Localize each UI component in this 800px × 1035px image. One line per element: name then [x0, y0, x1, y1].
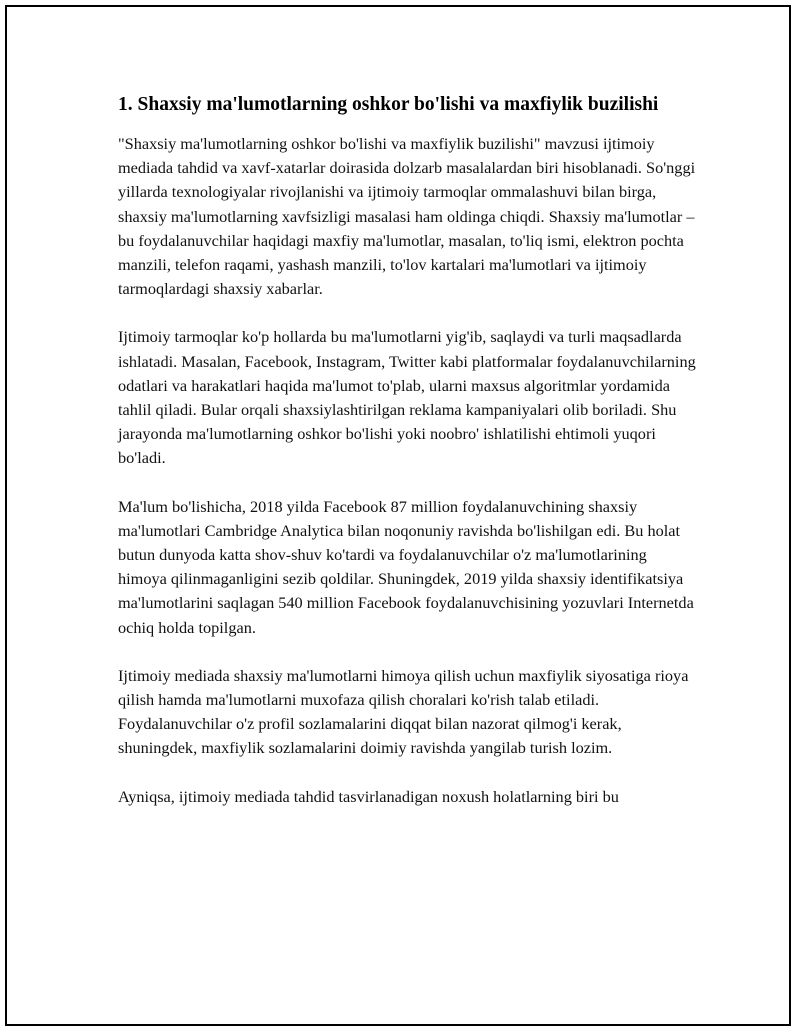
paragraph-3: Ma'lum bo'lishicha, 2018 yilda Facebook 87 million foydalanuvchining shaxsiy ma'lumotlari Cambridge Analytica bilan noqonuniy ravishda bo'lishilgan edi. Bu holat butun dunyoda katta shov-shuv ko'tardi va foydalanuvchilar o'z ma'lumotlarining himoya qilinmaganligini sezib qoldilar. Shuningdek, 2019 yilda shaxsiy identifikatsiya ma'lumotlarini saqlagan 540 million Facebook foydalanuvchisining yozuvlari Internetda ochiq holda topilgan. — [118, 496, 694, 637]
paragraph-5: Ayniqsa, ijtimoiy mediada tahdid tasvirlanadigan noxush holatlarning biri bu — [118, 786, 619, 806]
section-heading: 1. Shaxsiy ma'lumotlarning oshkor bo'lishi va maxfiylik buzilishi — [118, 94, 659, 115]
paragraph-2: Ijtimoiy tarmoqlar ko'p hollarda bu ma'lumotlarni yig'ib, saqlaydi va turli maqsadlarda ishlatadi. Masalan, Facebook, Instagram, Twitter kabi platformalar foydalanuvchilarning odatlari va harakatlari haqida ma'lumot to'plab, ularni maxsus algoritmlar yordamida tahlil qiladi. Bular orqali shaxsiylashtirilgan reklama kampaniyalari olib boriladi. Shu jarayonda ma'lumotlarning oshkor bo'lishi yoki noobro' ishlatilishi ehtimoli yuqori bo'ladi. — [118, 327, 696, 468]
document-body — [118, 90, 698, 809]
paragraph-4: Ijtimoiy mediada shaxsiy ma'lumotlarni himoya qilish uchun maxfiylik siyosatiga rioya qilish hamda ma'lumotlarni muxofaza qilish choralari ko'rish talab etiladi. Foydalanuvchilar o'z profil sozlamalarini diqqat bilan nazorat qilmog'i kerak, shuningdek, maxfiylik sozlamalarini doimiy ravishda yangilab turish lozim. — [118, 665, 689, 758]
paragraph-1: "Shaxsiy ma'lumotlarning oshkor bo'lishi va maxfiylik buzilishi" mavzusi ijtimoiy mediada tahdid va xavf-xatarlar doirasida dolzarb masalalardan biri hisoblanadi. So'nggi yillarda texnologiyalar rivojlanishi va ijtimoiy tarmoqlar ommalashuvi bilan birga, shaxsiy ma'lumotlarning xavfsizligi masalasi ham oldinga chiqdi. Shaxsiy ma'lumotlar – bu foydalanuvchilar haqidagi maxfiy ma'lumotlar, masalan, to'liq ismi, elektron pochta manzili, telefon raqami, yashash manzili, to'lov kartalari ma'lumotlari va ijtimoiy tarmoqlardagi shaxsiy xabarlar. — [118, 134, 696, 299]
